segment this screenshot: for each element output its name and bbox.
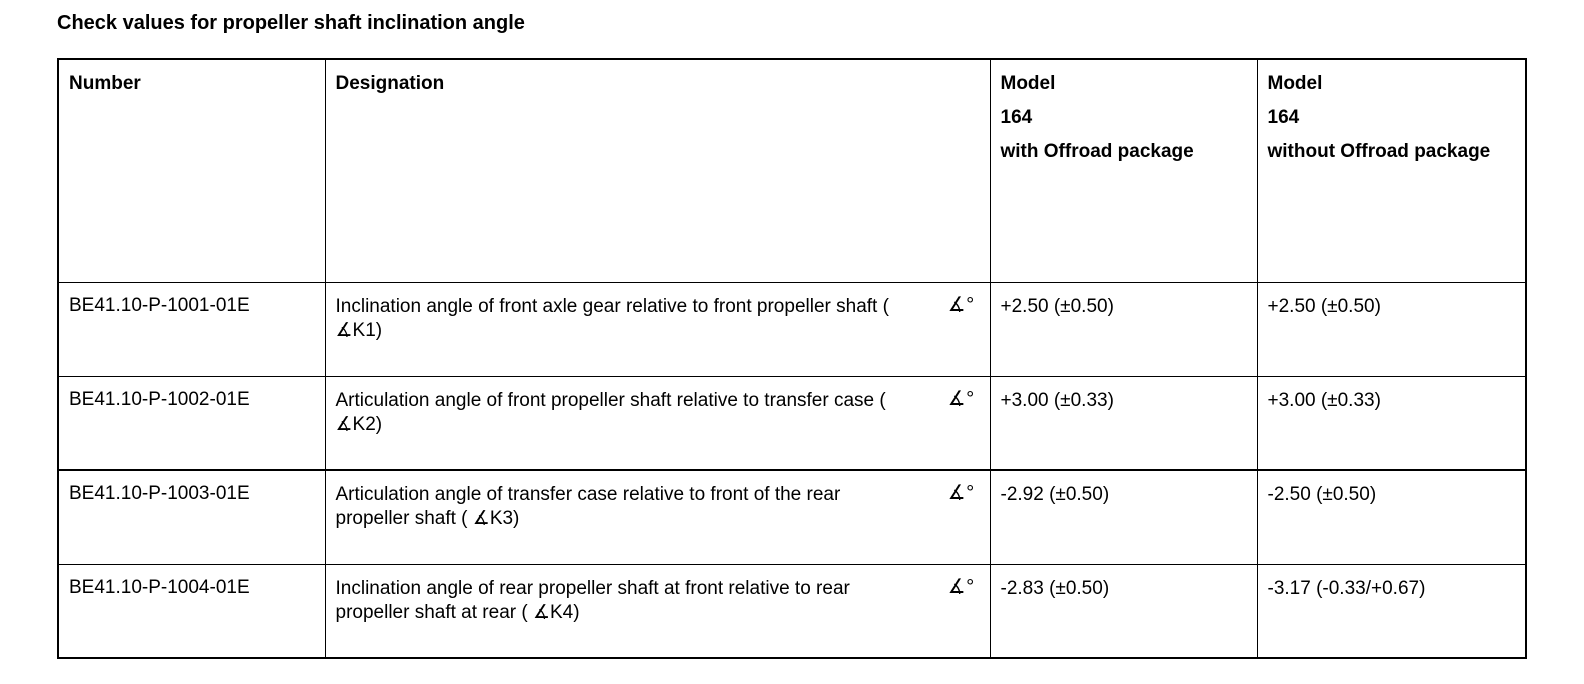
row-value-without-offroad: -2.50 (±0.50) (1257, 470, 1526, 564)
row-value-with-offroad: -2.92 (±0.50) (990, 470, 1257, 564)
row-value-with-offroad: +3.00 (±0.33) (990, 376, 1257, 470)
header-with-offroad-model: Model (1000, 73, 1056, 94)
row-number: BE41.10-P-1003-01E (58, 470, 325, 564)
check-values-table (57, 58, 1527, 659)
row-designation: Articulation angle of front propeller shaft relative to transfer case ( ∡K2) (335, 389, 886, 435)
header-without-offroad (1257, 59, 1526, 282)
header-with-offroad (990, 59, 1257, 282)
angle-degree-icon: ∡° (947, 387, 974, 410)
row-value-with-offroad: -2.83 (±0.50) (990, 564, 1257, 658)
table-row (58, 282, 1526, 376)
header-designation (325, 59, 990, 282)
table-row (58, 564, 1526, 658)
row-value-with-offroad: +2.50 (±0.50) (990, 282, 1257, 376)
header-number-label: Number (69, 73, 141, 94)
row-number: BE41.10-P-1004-01E (58, 564, 325, 658)
row-value-without-offroad: +3.00 (±0.33) (1257, 376, 1526, 470)
row-designation-cell (325, 376, 990, 470)
header-without-offroad-variant: without Offroad package (1267, 141, 1491, 162)
row-number: BE41.10-P-1001-01E (58, 282, 325, 376)
header-designation-label: Designation (335, 73, 445, 94)
table-row (58, 376, 1526, 470)
row-designation-cell (325, 564, 990, 658)
header-with-offroad-variant: with Offroad package (1000, 141, 1194, 162)
header-without-offroad-code: 164 (1267, 107, 1300, 128)
header-number (58, 59, 325, 282)
row-designation: Inclination angle of front axle gear relative to front propeller shaft ( ∡K1) (335, 295, 889, 341)
table-header-row (58, 59, 1526, 282)
row-designation: Inclination angle of rear propeller shaft at front relative to rear propeller shaft at rear ( ∡K4) (335, 577, 850, 623)
table-row (58, 470, 1526, 564)
row-designation-cell (325, 282, 990, 376)
page-title: Check values for propeller shaft inclination angle (57, 12, 525, 34)
row-value-without-offroad: -3.17 (-0.33/+0.67) (1257, 564, 1526, 658)
row-designation-cell (325, 470, 990, 564)
angle-degree-icon: ∡° (947, 482, 974, 504)
header-with-offroad-code: 164 (1000, 107, 1033, 128)
row-designation: Articulation angle of transfer case relative to front of the rear propeller shaft ( ∡K3) (335, 484, 841, 529)
row-value-without-offroad: +2.50 (±0.50) (1257, 282, 1526, 376)
row-number: BE41.10-P-1002-01E (58, 376, 325, 470)
angle-degree-icon: ∡° (947, 575, 974, 598)
header-without-offroad-model: Model (1267, 73, 1323, 94)
angle-degree-icon: ∡° (947, 293, 974, 316)
